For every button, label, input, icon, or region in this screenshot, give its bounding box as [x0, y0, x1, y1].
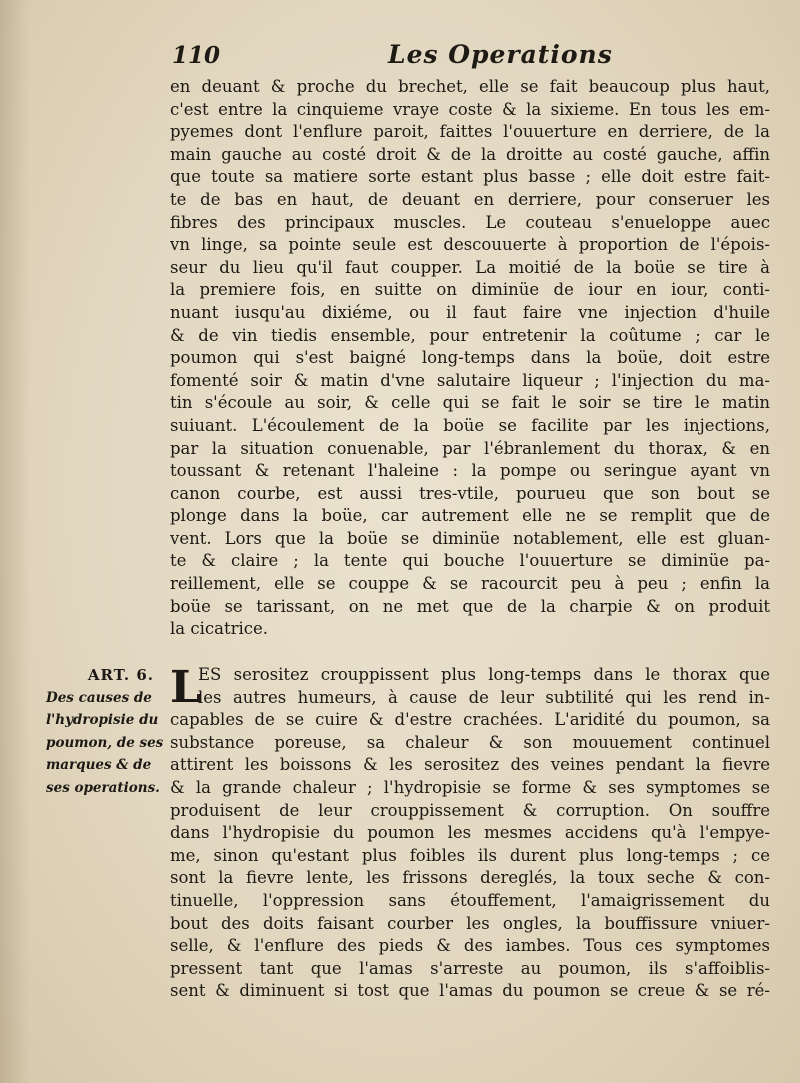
margin-note	[46, 687, 168, 800]
text-line: en deuant & proche du brechet, elle se fait beaucoup plus haut,	[170, 77, 770, 96]
text-line: poumon qui s'est baigné long-temps dans la boüe, doit estre	[170, 348, 770, 368]
text-line: seur du lieu qu'il faut coupper. La moitié de la boüe se tire à	[170, 257, 770, 277]
text-line: vn linge, sa pointe seule est descouuerte à proportion de l'épois-	[170, 235, 770, 255]
text-line: plonge dans la boüe, car autrement elle ne se remplit que de	[170, 506, 770, 526]
text-line: la cicatrice.	[170, 619, 269, 639]
article-line: capables de se cuire & d'estre crachées. L'aridité du poumon, sa	[170, 710, 770, 730]
text-line: main gauche au costé droit & de la droitte au costé gauche, affin	[170, 144, 770, 164]
article-line: substance poreuse, sa chaleur & son mouuement continuel	[170, 732, 770, 752]
margin-note-line: Des causes de	[46, 689, 152, 706]
text-line: fomenté soir & matin d'vne salutaire liqueur ; l'injection du ma-	[170, 370, 770, 390]
text-line: la premiere fois, en suitte on diminüe de iour en iour, conti-	[170, 280, 770, 300]
text-line: reillement, elle se couppe & se racourcit peu à peu ; enfin la	[170, 574, 770, 594]
article-line: tinuelle, l'oppression sans étouffement, l'amaigrissement du	[170, 890, 770, 910]
drop-cap: L	[170, 662, 201, 713]
text-line: suiuant. L'écoulement de la boüe se facilite par les injections,	[170, 415, 770, 435]
running-title: Les Operations	[388, 40, 613, 69]
page-header	[172, 42, 772, 76]
article-line: me, sinon qu'estant plus foibles ils durent plus long-temps ; ce	[170, 845, 770, 865]
article-line: attirent les boissons & les serositez des veines pendant la fievre	[170, 755, 770, 775]
text-line: toussant & retenant l'haleine : la pompe ou seringue ayant vn	[170, 461, 770, 481]
margin-note-line: marques & de	[46, 757, 152, 774]
article-line: selle, & l'enflure des pieds & des iambes. Tous ces symptomes	[170, 936, 770, 956]
article-line: & la grande chaleur ; l'hydropisie se forme & ses symptomes se	[170, 777, 770, 797]
text-line: boüe se tarissant, on ne met que de la charpie & on produit	[170, 596, 770, 616]
text-line: vent. Lors que la boüe se diminüe notablement, elle est gluan-	[170, 528, 770, 548]
article-line: dans l'hydropisie du poumon les mesmes accidens qu'à l'empye-	[170, 823, 770, 843]
marginalia	[46, 664, 168, 800]
article-text	[170, 664, 770, 1003]
text-line: tin s'écoule au soir, & celle qui se fait le soir se tire le matin	[170, 393, 770, 413]
margin-note-line: l'hydropisie du	[46, 712, 159, 729]
article-line: bout des doits faisant courber les ongles, la bouffissure vniuer-	[170, 913, 770, 933]
article-line: les autres humeurs, à cause de leur subtilité qui les rend in-	[198, 687, 770, 707]
text-line: pyemes dont l'enflure paroit, faittes l'ouuerture en derriere, de la	[170, 122, 770, 142]
text-line: que toute sa matiere sorte estant plus basse ; elle doit estre fait-	[170, 167, 770, 187]
margin-note-line: poumon, de ses	[46, 734, 164, 751]
page-number: 110	[172, 42, 221, 69]
article-label: ART. 6.	[87, 666, 154, 684]
article-line: sent & diminuent si tost que l'amas du poumon se creue & se ré-	[170, 981, 770, 1001]
article-line: ES serositez crouppissent plus long-temps dans le thorax que	[198, 665, 770, 684]
article-line: sont la fievre lente, les frissons dereglés, la toux seche & con-	[170, 868, 770, 888]
text-line: par la situation conuenable, par l'ébranlement du thorax, & en	[170, 438, 770, 458]
article-line: produisent de leur crouppissement & corruption. On souffre	[170, 800, 770, 820]
text-line: te de bas en haut, de deuant en derriere, pour conseruer les	[170, 189, 770, 209]
text-line: fibres des principaux muscles. Le couteau s'enueloppe auec	[170, 212, 770, 232]
text-line: te & claire ; la tente qui bouche l'ouuerture se diminüe pa-	[170, 551, 770, 571]
text-line: c'est entre la cinquieme vraye coste & la sixieme. En tous les em-	[170, 99, 770, 119]
page-edge-shadow	[0, 0, 30, 1083]
margin-note-line: ses operations.	[46, 779, 160, 796]
text-line: canon courbe, est aussi tres-vtile, pourueu que son bout se	[170, 483, 770, 503]
body-text	[170, 76, 770, 641]
article-line: pressent tant que l'amas s'arreste au poumon, ils s'affoiblis-	[170, 958, 770, 978]
text-line: & de vin tiedis ensemble, pour entretenir la coûtume ; car le	[170, 325, 770, 345]
text-line: nuant iusqu'au dixiéme, ou il faut faire vne injection d'huile	[170, 302, 770, 322]
